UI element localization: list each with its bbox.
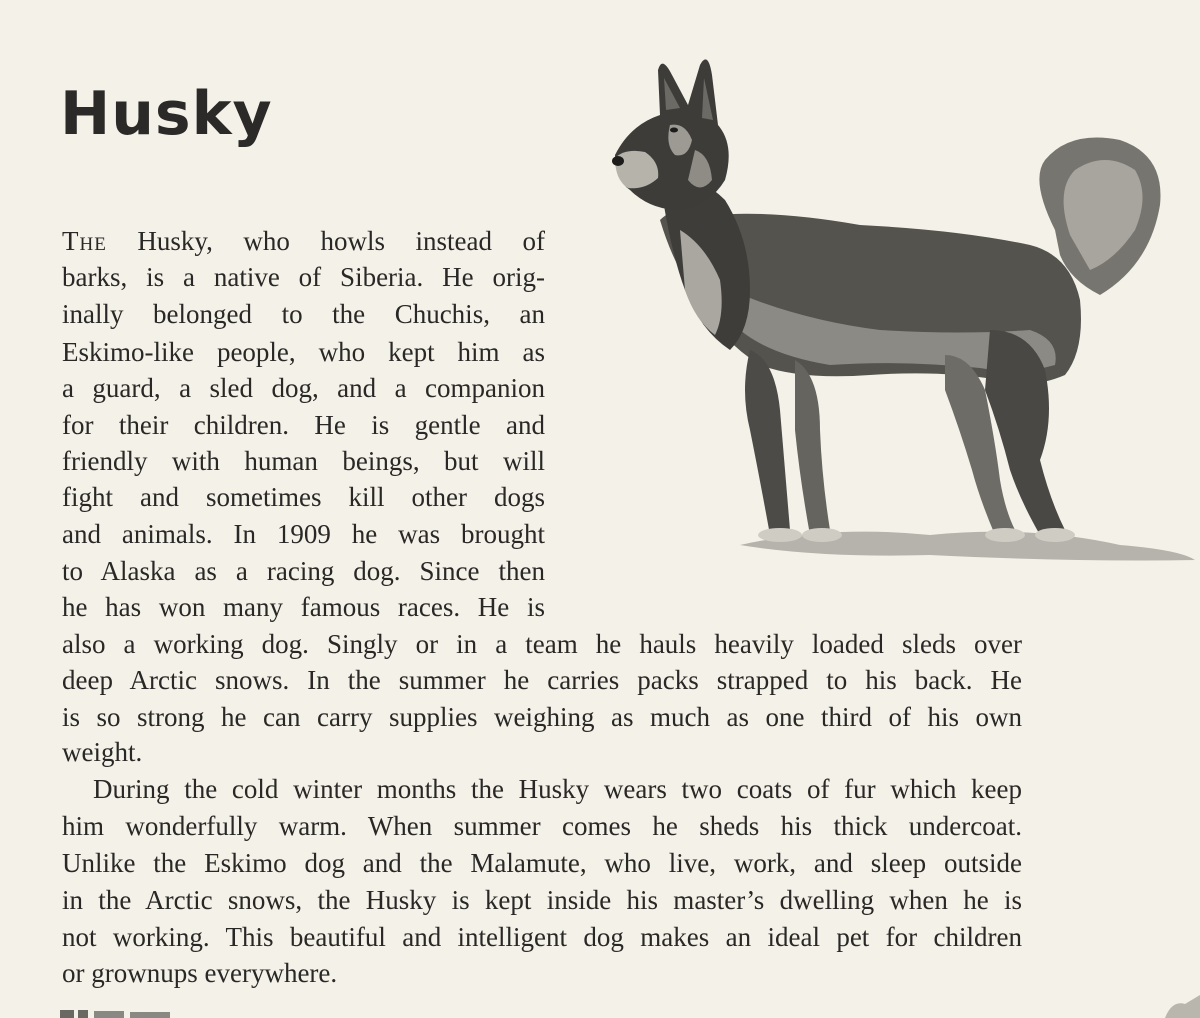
drop-word: The bbox=[62, 226, 107, 256]
page-title: Husky bbox=[60, 79, 273, 149]
text-line-15: weight. bbox=[62, 737, 143, 767]
text-line-12: also a working dog. Singly or in a team he hauls heavily loaded sleds over bbox=[62, 629, 1022, 659]
text-line-3: inally belonged to the Chuchis, an bbox=[62, 299, 545, 329]
text-line-5: a guard, a sled dog, and a companion bbox=[62, 373, 545, 403]
text-line-18: Unlike the Eskimo dog and the Malamute, who live, work, and sleep outside bbox=[62, 848, 1022, 878]
text-line-20: not working. This beautiful and intelligent dog makes an ideal pet for children bbox=[62, 922, 1022, 952]
text-line-7: friendly with human beings, but will bbox=[62, 446, 545, 476]
text-line-14: is so strong he can carry supplies weighing as much as one third of his own bbox=[62, 702, 1022, 732]
text-line-11: he has won many famous races. He is bbox=[62, 592, 545, 622]
text-line-17: him wonderfully warm. When summer comes he sheds his thick undercoat. bbox=[62, 811, 1022, 841]
page-corner-sketch bbox=[1160, 990, 1200, 1018]
text-line-2: barks, is a native of Siberia. He orig- bbox=[62, 262, 545, 292]
text-line-6: for their children. He is gentle and bbox=[62, 410, 545, 440]
text-line-21: or grownups everywhere. bbox=[62, 958, 338, 988]
text-line-13: deep Arctic snows. In the summer he carries packs strapped to his back. He bbox=[62, 665, 1022, 695]
cut-off-footer-text bbox=[60, 1008, 180, 1018]
text-line-16: During the cold winter months the Husky wears two coats of fur which keep bbox=[93, 774, 1022, 804]
text-line-9: and animals. In 1909 he was brought bbox=[62, 519, 545, 549]
text-line-1 bbox=[62, 223, 545, 259]
text-line-8: fight and sometimes kill other dogs bbox=[62, 482, 545, 512]
text-line-4: Eskimo-like people, who kept him as bbox=[62, 337, 545, 367]
text-line-10: to Alaska as a racing dog. Since then bbox=[62, 556, 545, 586]
husky-dog-illustration bbox=[600, 30, 1200, 570]
text-line-19: in the Arctic snows, the Husky is kept inside his master’s dwelling when he is bbox=[62, 885, 1022, 915]
text-line-1-rest: Husky, who howls instead of bbox=[106, 226, 545, 256]
